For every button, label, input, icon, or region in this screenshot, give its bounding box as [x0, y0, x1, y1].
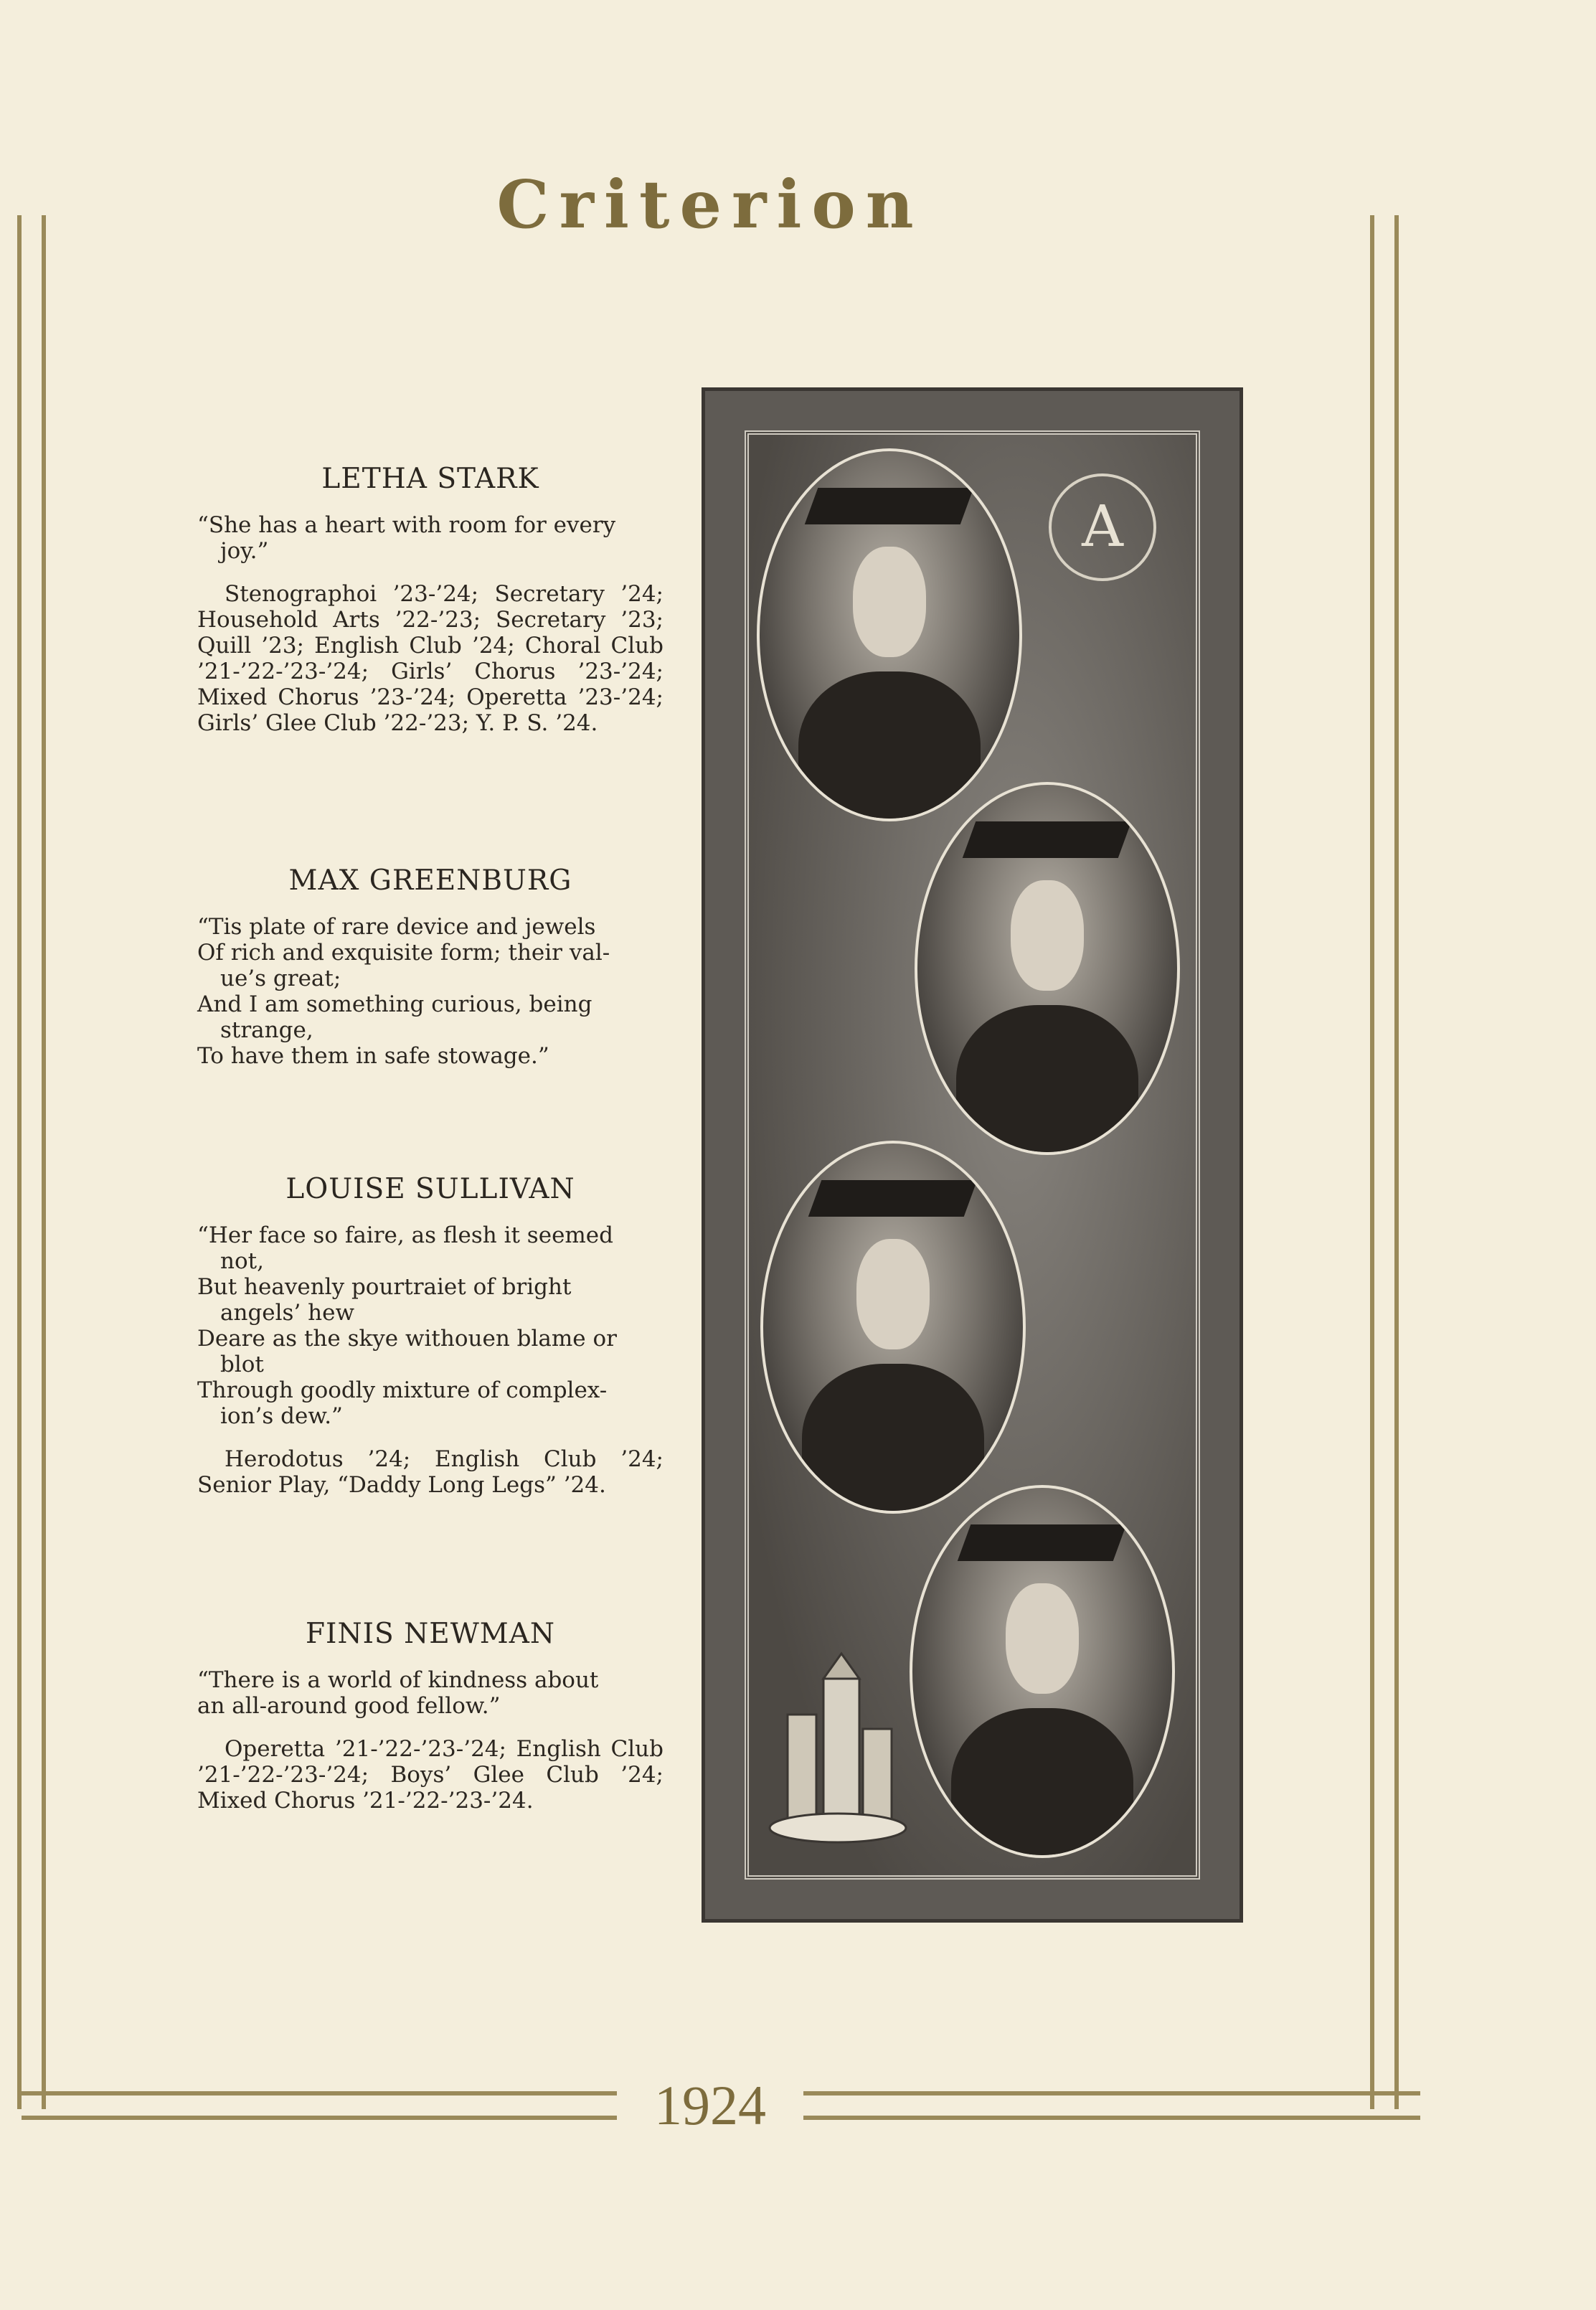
quote-line: angels’ hew [220, 1300, 355, 1326]
quote-line: “Her face so faire, as flesh it seemed [197, 1222, 613, 1248]
quote-line: ue’s great; [220, 966, 341, 991]
quote-line: an all-around good fellow.” [197, 1693, 501, 1719]
senior-entry [197, 864, 664, 1069]
portrait-photo [757, 448, 1022, 821]
portrait-gown [951, 1708, 1133, 1858]
senior-name: FINIS NEWMAN [305, 1618, 555, 1650]
portrait-photo [915, 782, 1180, 1155]
senior-entry [197, 463, 664, 736]
quote-line: But heavenly pourtraiet of bright [197, 1274, 572, 1300]
quote-line: “She has a heart with room for every [197, 512, 616, 538]
senior-name: LOUISE SULLIVAN [285, 1173, 575, 1205]
year-badge: 1924 [617, 2073, 803, 2138]
portrait-gown [956, 1005, 1138, 1155]
quote-line: Of rich and exquisite form; their val- [197, 940, 610, 966]
portrait-face [856, 1239, 929, 1349]
senior-name: LETHA STARK [321, 463, 539, 495]
quote-line: “Tis plate of rare device and jewels [197, 914, 596, 940]
page-title: Criterion [496, 166, 924, 243]
portrait-face [1011, 880, 1083, 991]
portrait-gown [802, 1364, 983, 1514]
senior-quote [197, 914, 664, 1069]
graduation-cap-icon [963, 821, 1132, 858]
quote-line: blot [220, 1352, 264, 1377]
school-emblem-icon: A [1049, 473, 1156, 581]
quote-line: joy.” [220, 538, 269, 564]
quote-line: And I am something curious, being [197, 991, 592, 1017]
portrait-photo [910, 1485, 1175, 1858]
quote-line: Deare as the skye withouen blame or [197, 1326, 617, 1352]
senior-entry [197, 1173, 664, 1498]
portrait-face [1006, 1583, 1078, 1694]
graduation-cap-icon [958, 1524, 1127, 1561]
quote-line: “There is a world of kindness about [197, 1667, 599, 1693]
quote-line: not, [220, 1248, 264, 1274]
portrait-photo [760, 1141, 1026, 1514]
graduation-cap-icon [808, 1180, 978, 1217]
senior-entry [197, 1618, 664, 1814]
frame-right-border [1370, 215, 1399, 2109]
portrait-face [853, 547, 925, 657]
quote-line: ion’s dew.” [220, 1403, 343, 1429]
graduation-cap-icon [805, 488, 974, 524]
senior-activities: Herodotus ’24; English Club ’24; Senior Play, “Daddy Long Legs” ’24. [197, 1446, 664, 1498]
quote-line: Through goodly mixture of complex- [197, 1377, 608, 1403]
quote-line: strange, [220, 1017, 313, 1043]
senior-activities: Stenographoi ’23-’24; Secretary ’24; Household Arts ’22-’23; Secretary ’23; Quill ’23; English Club ’24; Choral Club ’21-’22-’23-’24; Girls’ Chorus ’23-’24; Mixed Chorus ’23-’24; Operetta ’23-’24; Girls’ Glee Club ’22-’23; Y. P. S. ’24. [197, 581, 664, 736]
senior-quote [197, 1222, 664, 1429]
portrait-gown [798, 671, 980, 821]
quote-line: To have them in safe stowage.” [197, 1043, 549, 1069]
castle-icon [766, 1650, 910, 1844]
senior-name: MAX GREENBURG [288, 864, 572, 897]
senior-activities: Operetta ’21-’22-’23-’24; English Club ’21-’22-’23-’24; Boys’ Glee Club ’24; Mixed Chorus ’21-’22-’23-’24. [197, 1736, 664, 1814]
senior-quote [197, 1667, 664, 1719]
senior-quote [197, 512, 664, 564]
frame-left-border [17, 215, 46, 2109]
